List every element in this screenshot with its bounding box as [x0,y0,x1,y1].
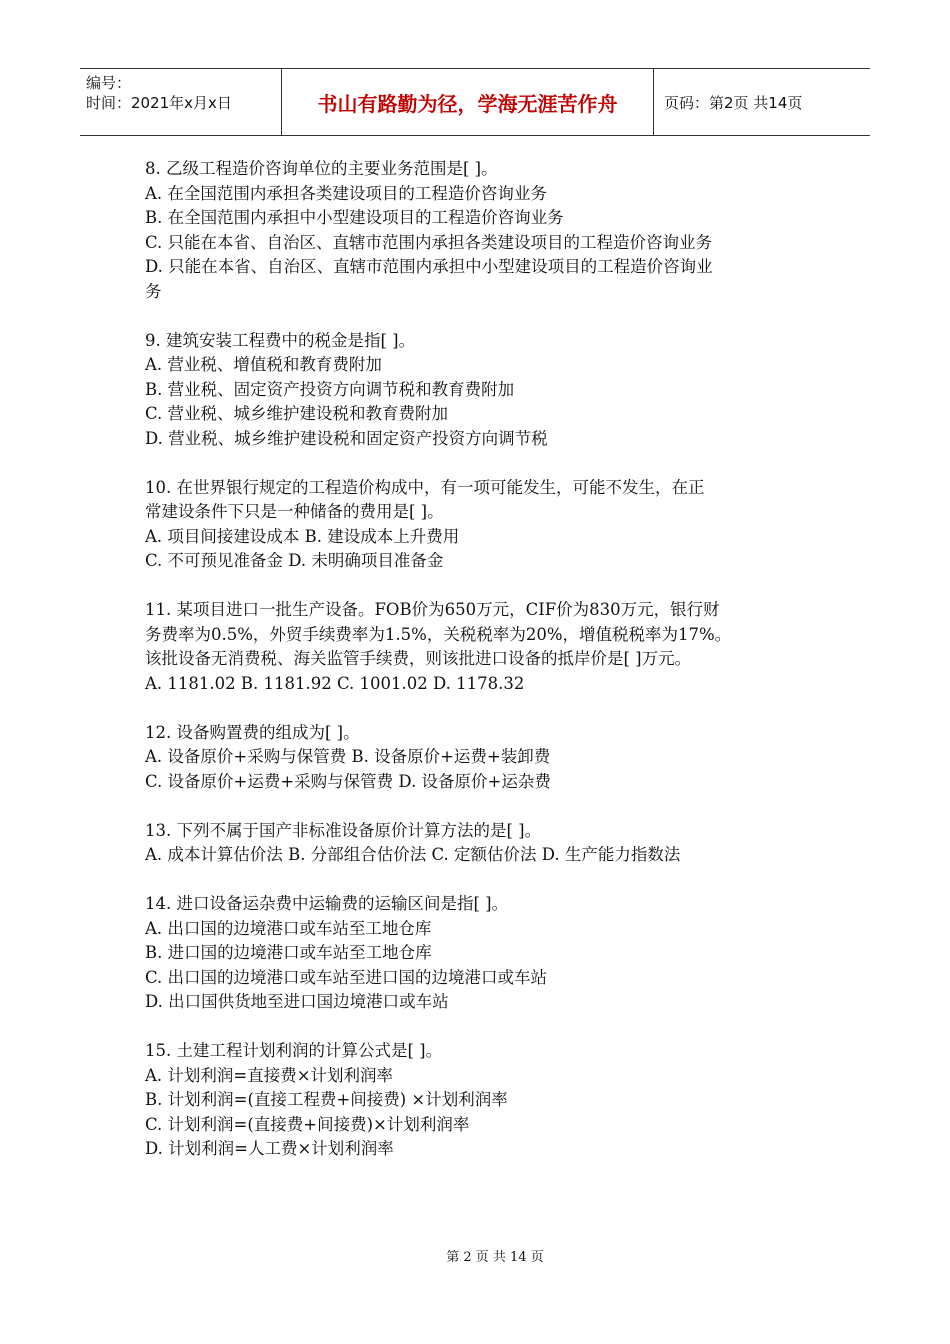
option-line: C. 出口国的边境港口或车站至进口国的边境港口或车站 [145,967,548,987]
question-line: 14. 进口设备运杂费中运输费的运输区间是指[ ]。 [145,894,509,913]
option-line: A. 设备原价+采购与保管费 B. 设备原价+运费+装卸费 [145,747,551,766]
option-line: A. 营业税、增值税和教育费附加 [145,355,382,374]
question-15 [145,1039,815,1162]
option-line: C. 营业税、城乡维护建设税和教育费附加 [145,404,449,423]
question-line: 11. 某项目进口一批生产设备。FOB价为650万元，CIF价为830万元，银行财 [145,600,720,619]
option-line: C. 设备原价+运费+采购与保管费 D. 设备原价+运杂费 [145,771,551,791]
option-line: 务 [145,281,162,301]
option-line: A. 1181.02 B. 1181.92 C. 1001.02 D. 1178.32 [145,673,525,693]
question-8 [145,157,815,304]
option-line: B. 营业税、固定资产投资方向调节税和教育费附加 [145,379,515,399]
question-line: 常建设条件下只是一种储备的费用是[ ]。 [145,502,444,521]
time-label: 时间：2021年x月x日 [86,94,232,112]
option-line: B. 在全国范围内承担中小型建设项目的工程造价咨询业务 [145,208,564,227]
option-line: C. 计划利润=(直接费+间接费)×计划利润率 [145,1114,470,1134]
option-line: A. 在全国范围内承担各类建设项目的工程造价咨询业务 [145,183,547,203]
document-body [145,157,815,1186]
header-page-info: 页码：第2页 共14页 [664,93,803,112]
option-line: B. 计划利润=(直接工程费+间接费) ×计划利润率 [145,1090,508,1109]
option-line: D. 只能在本省、自治区、直辖市范围内承担中小型建设项目的工程造价咨询业 [145,257,713,276]
question-line: 务费率为0.5%，外贸手续费率为1.5%，关税税率为20%，增值税税率为17%。 [145,624,732,644]
question-12 [145,721,815,795]
question-line: 13. 下列不属于国产非标准设备原价计算方法的是[ ]。 [145,820,542,840]
question-line: 10. 在世界银行规定的工程造价构成中，有一项可能发生，可能不发生，在正 [145,477,705,497]
question-line: 12. 设备购置费的组成为[ ]。 [145,722,360,742]
page-footer: 第 2 页 共 14 页 [446,1250,544,1265]
question-line: 8. 乙级工程造价咨询单位的主要业务范围是[ ]。 [145,159,498,178]
option-line: A. 出口国的边境港口或车站至工地仓库 [145,918,432,938]
option-line: D. 计划利润=人工费×计划利润率 [145,1139,394,1158]
number-label: 编号： [86,74,132,92]
option-line: B. 进口国的边境港口或车站至工地仓库 [145,943,432,962]
option-line: C. 不可预见准备金 D. 未明确项目准备金 [145,551,444,570]
option-line: D. 出口国供货地至进口国边境港口或车站 [145,992,449,1011]
option-line: D. 营业税、城乡维护建设税和固定资产投资方向调节税 [145,428,548,448]
question-9 [145,329,815,452]
question-10 [145,476,815,574]
option-line: A. 计划利润=直接费×计划利润率 [145,1065,394,1085]
question-11 [145,598,815,696]
option-line: A. 成本计算估价法 B. 分部组合估价法 C. 定额估价法 D. 生产能力指数法 [145,845,681,864]
question-line: 该批设备无消费税、海关监管手续费，则该批进口设备的抵岸价是[ ]万元。 [145,649,692,668]
question-13 [145,819,815,868]
header-motto: 书山有路勤为径，学海无涯苦作舟 [282,69,654,135]
option-line: C. 只能在本省、自治区、直辖市范围内承担各类建设项目的工程造价咨询业务 [145,232,713,252]
header-meta [80,69,282,135]
question-14 [145,892,815,1015]
question-line: 9. 建筑安装工程费中的税金是指[ ]。 [145,330,416,350]
option-line: A. 项目间接建设成本 B. 建设成本上升费用 [145,526,460,546]
page-header [80,68,870,136]
question-line: 15. 土建工程计划利润的计算公式是[ ]。 [145,1041,443,1060]
